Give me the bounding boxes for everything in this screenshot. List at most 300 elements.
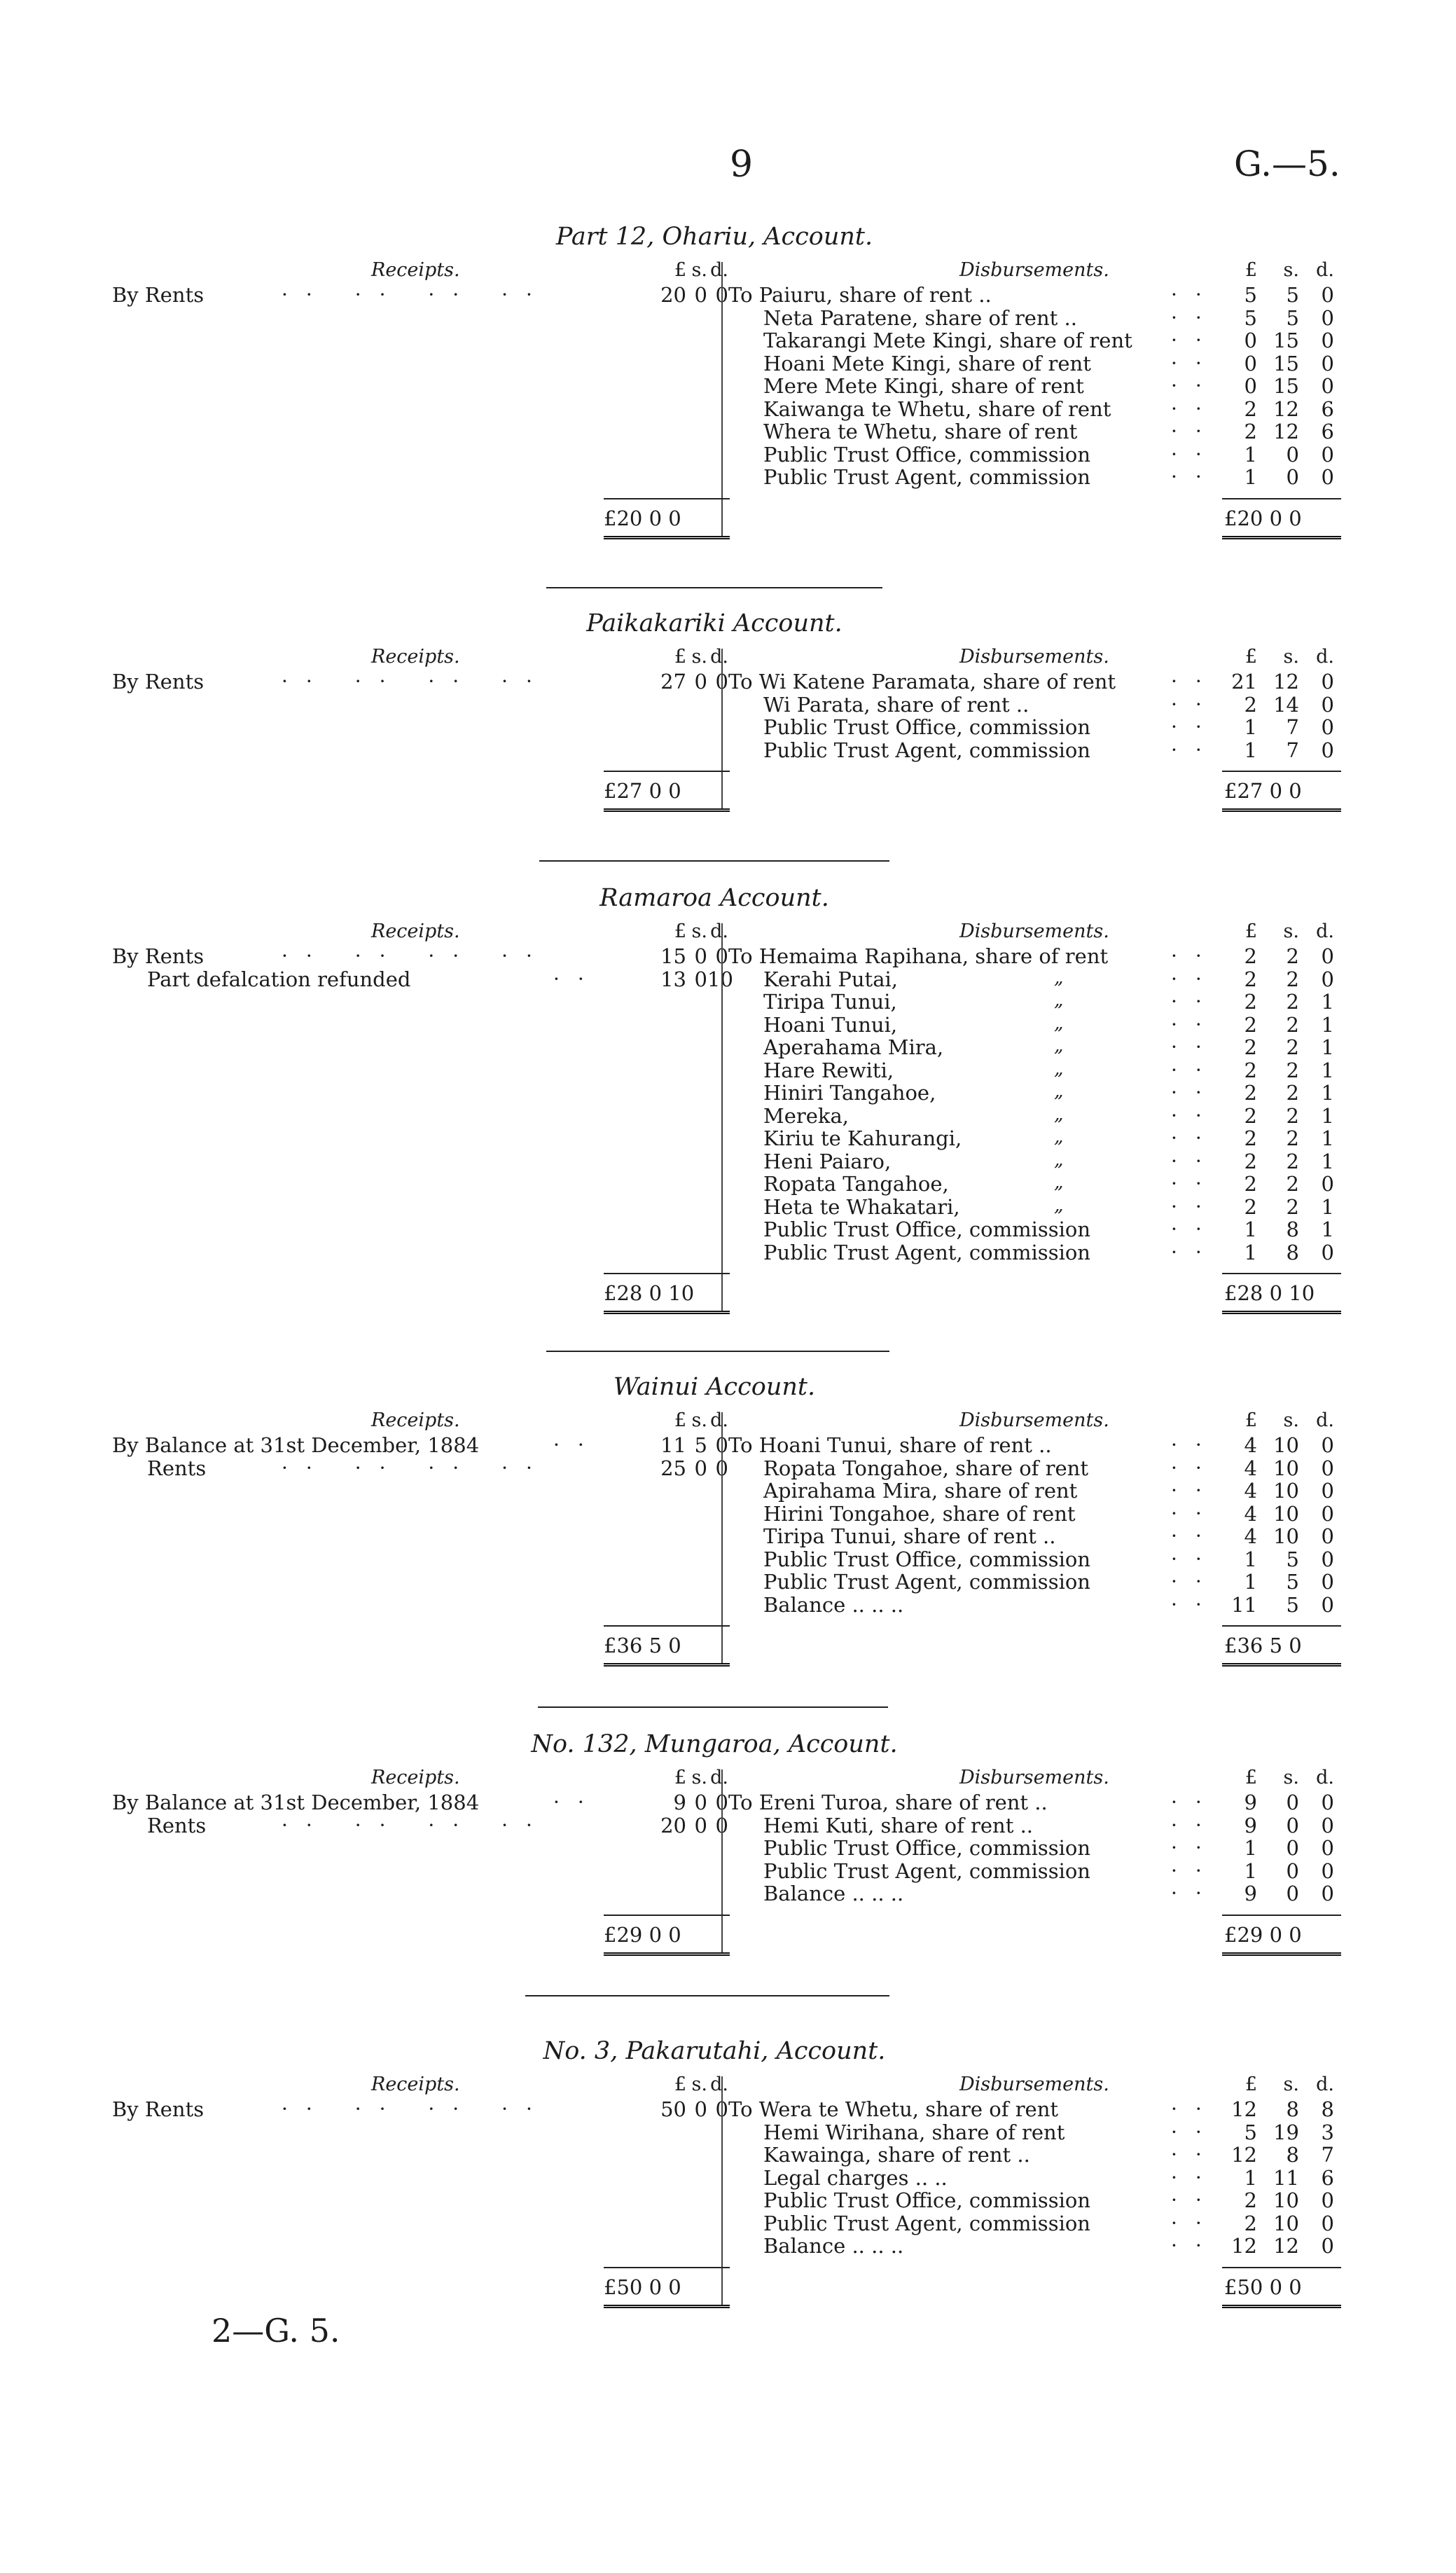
leader-dots: ·· bbox=[1171, 2165, 1220, 2189]
leader-dots: ·· bbox=[1171, 1524, 1220, 1547]
disbursements-heading: Disbursements. bbox=[959, 1409, 1109, 1431]
leader-dots: ·· bbox=[1171, 374, 1220, 397]
disbursement-amount-l: 21 bbox=[1231, 670, 1257, 694]
disbursement-amount-d: 0 bbox=[1321, 1858, 1334, 1883]
disbursement-amount-s: 0 bbox=[1286, 465, 1299, 489]
disbursement-label: Heni Paiaro, bbox=[763, 1149, 892, 1173]
receipt-amount-d: 0 bbox=[715, 670, 728, 694]
receipt-amount-d: 0 bbox=[715, 944, 728, 968]
disbursement-label: Kerahi Putai, bbox=[763, 967, 898, 991]
disbursement-amount-d: 0 bbox=[1321, 738, 1334, 762]
disbursement-amount-l: 2 bbox=[1244, 990, 1257, 1014]
disbursement-label: Heta te Whakatari, bbox=[763, 1194, 960, 1219]
disbursement-label: Neta Paratene, share of rent .. bbox=[763, 305, 1077, 330]
disbursement-amount-d: 0 bbox=[1321, 329, 1334, 352]
disbursement-label: Hemi Wirihana, share of rent bbox=[763, 2120, 1065, 2144]
disbursement-label: Ropata Tangahoe, bbox=[763, 1172, 949, 1196]
disbursement-amount-l: 1 bbox=[1244, 465, 1257, 489]
disbursement-label: Public Trust Office, commission bbox=[763, 715, 1091, 739]
column-separator bbox=[721, 1770, 723, 1954]
receipts-total: £20 0 0 bbox=[604, 506, 681, 530]
receipt-label: By Balance at 31st December, 1884 bbox=[112, 1791, 480, 1814]
header-pound: £ bbox=[674, 1767, 686, 1788]
disbursement-label: Aperahama Mira, bbox=[763, 1035, 944, 1059]
leader-dots: ·· bbox=[1171, 1035, 1220, 1058]
disbursement-amount-l: 2 bbox=[1244, 967, 1257, 991]
receipt-amount-l: 27 bbox=[660, 670, 686, 694]
leader-dots: ·· bbox=[553, 967, 602, 991]
leader-dots: ·· bbox=[1171, 967, 1220, 991]
disbursement-amount-l: 12 bbox=[1231, 2234, 1257, 2258]
disbursement-amount-s: 15 bbox=[1273, 329, 1299, 352]
disbursement-label: Whera te Whetu, share of rent bbox=[763, 420, 1078, 443]
leader-dots: ·· bbox=[1171, 329, 1220, 352]
leader-dots: ·· bbox=[1171, 1194, 1220, 1218]
leader-dots: ·· ·· ·· ·· bbox=[282, 1456, 550, 1479]
header-shilling: s. bbox=[691, 646, 707, 668]
disbursement-amount-l: 2 bbox=[1244, 2188, 1257, 2212]
header-pound: £ bbox=[674, 920, 686, 942]
total-double-rule bbox=[604, 1311, 730, 1316]
disbursement-label: Balance .. .. .. bbox=[763, 1882, 904, 1905]
header-pound: £ bbox=[674, 2074, 686, 2095]
disbursement-amount-d: 1 bbox=[1321, 1081, 1334, 1105]
disbursement-amount-d: 0 bbox=[1321, 1172, 1334, 1196]
disbursements-total: £20 0 0 bbox=[1224, 506, 1302, 530]
disbursement-amount-l: 1 bbox=[1244, 1570, 1257, 1594]
receipt-amount-l: 20 bbox=[660, 1813, 686, 1837]
receipt-amount-d: 0 bbox=[715, 1456, 728, 1480]
disbursement-amount-s: 5 bbox=[1286, 1570, 1299, 1594]
page-code: G.—5. bbox=[1234, 144, 1340, 184]
disbursement-label: Public Trust Office, commission bbox=[763, 2188, 1091, 2212]
disbursement-amount-l: 5 bbox=[1244, 283, 1257, 307]
leader-dots: ·· bbox=[1171, 396, 1220, 420]
disbursement-amount-s: 2 bbox=[1286, 1012, 1299, 1037]
subtotal-rule bbox=[1222, 2267, 1341, 2268]
disbursement-amount-d: 0 bbox=[1321, 1547, 1334, 1571]
receipt-amount-d: 0 bbox=[715, 2097, 728, 2121]
disbursement-amount-l: 1 bbox=[1244, 1217, 1257, 1241]
receipt-amount-s: 5 bbox=[694, 1433, 707, 1457]
subtotal-rule bbox=[604, 2267, 730, 2268]
disbursement-label: To Paiuru, share of rent .. bbox=[728, 283, 992, 307]
disbursement-amount-d: 0 bbox=[1321, 2234, 1334, 2258]
disbursement-label: Hare Rewiti, bbox=[763, 1058, 894, 1082]
disbursement-amount-s: 0 bbox=[1286, 1791, 1299, 1814]
leader-dots: ·· bbox=[1171, 1172, 1220, 1195]
leader-dots: ·· bbox=[1171, 1813, 1220, 1837]
disbursement-amount-d: 0 bbox=[1321, 442, 1334, 467]
disbursement-amount-l: 5 bbox=[1244, 2120, 1257, 2144]
disbursement-amount-d: 1 bbox=[1321, 990, 1334, 1014]
receipt-amount-l: 9 bbox=[673, 1791, 686, 1814]
total-double-rule bbox=[604, 536, 730, 541]
disbursement-label: Public Trust Agent, commission bbox=[763, 1858, 1090, 1883]
disbursements-total: £50 0 0 bbox=[1224, 2275, 1302, 2299]
disbursement-amount-s: 2 bbox=[1286, 1194, 1299, 1219]
disbursement-amount-d: 1 bbox=[1321, 1103, 1334, 1128]
leader-dots: ·· bbox=[1171, 1103, 1220, 1127]
disbursement-label: To Wi Katene Paramata, share of rent bbox=[728, 670, 1116, 694]
disbursement-amount-l: 2 bbox=[1244, 1149, 1257, 1173]
subtotal-rule bbox=[604, 1915, 730, 1916]
header-pound: £ bbox=[674, 259, 686, 281]
leader-dots: ·· bbox=[1171, 1592, 1220, 1616]
disbursement-label: Public Trust Office, commission bbox=[763, 1547, 1091, 1571]
leader-dots: ·· bbox=[1171, 738, 1220, 761]
receipts-heading: Receipts. bbox=[371, 646, 460, 668]
section-divider bbox=[539, 860, 889, 862]
column-separator bbox=[721, 649, 723, 810]
header-pound: £ bbox=[674, 1409, 686, 1431]
header-pound: £ bbox=[1244, 1767, 1257, 1788]
disbursement-label: Hemi Kuti, share of rent .. bbox=[763, 1813, 1034, 1837]
header-pound: £ bbox=[1244, 2074, 1257, 2095]
disbursement-label: Wi Parata, share of rent .. bbox=[763, 692, 1029, 717]
disbursement-amount-d: 8 bbox=[1321, 2097, 1334, 2121]
account-title: No. 3, Pakarutahi, Account. bbox=[543, 2037, 886, 2065]
header-shilling: s. bbox=[1283, 2074, 1299, 2095]
disbursement-amount-l: 1 bbox=[1244, 1836, 1257, 1860]
disbursement-amount-l: 0 bbox=[1244, 374, 1257, 398]
header-pence: d. bbox=[710, 646, 728, 668]
disbursement-amount-l: 11 bbox=[1231, 1592, 1257, 1617]
disbursements-total: £36 5 0 bbox=[1224, 1634, 1302, 1657]
header-pound: £ bbox=[674, 646, 686, 668]
header-pound: £ bbox=[1244, 259, 1257, 281]
receipts-heading: Receipts. bbox=[371, 259, 460, 281]
disbursement-amount-s: 2 bbox=[1286, 1172, 1299, 1196]
disbursement-amount-d: 0 bbox=[1321, 692, 1334, 717]
leader-dots: ·· bbox=[1171, 1456, 1220, 1479]
disbursement-amount-s: 2 bbox=[1286, 990, 1299, 1014]
header-shilling: s. bbox=[1283, 1409, 1299, 1431]
disbursement-amount-s: 5 bbox=[1286, 1547, 1299, 1571]
disbursement-amount-l: 2 bbox=[1244, 2211, 1257, 2235]
receipt-amount-l: 25 bbox=[660, 1456, 686, 1480]
receipt-label: Part defalcation refunded bbox=[147, 967, 411, 991]
subtotal-rule bbox=[1222, 1273, 1341, 1274]
receipts-heading: Receipts. bbox=[371, 1409, 460, 1431]
receipt-amount-s: 0 bbox=[694, 283, 707, 307]
account-title: Ramaroa Account. bbox=[599, 884, 829, 912]
leader-dots: ·· bbox=[1171, 1479, 1220, 1502]
disbursement-amount-l: 2 bbox=[1244, 420, 1257, 443]
leader-dots: ·· bbox=[1171, 670, 1220, 693]
disbursement-amount-d: 0 bbox=[1321, 1882, 1334, 1905]
disbursement-amount-d: 0 bbox=[1321, 374, 1334, 398]
disbursement-label: Public Trust Agent, commission bbox=[763, 1240, 1090, 1264]
disbursement-amount-d: 3 bbox=[1321, 2120, 1334, 2144]
disbursement-amount-s: 7 bbox=[1286, 738, 1299, 762]
subtotal-rule bbox=[604, 1625, 730, 1627]
subtotal-rule bbox=[604, 771, 730, 772]
disbursement-amount-d: 1 bbox=[1321, 1012, 1334, 1037]
disbursement-amount-l: 9 bbox=[1244, 1791, 1257, 1814]
disbursement-label: Public Trust Agent, commission bbox=[763, 2211, 1090, 2235]
disbursement-amount-l: 1 bbox=[1244, 1547, 1257, 1571]
disbursement-amount-l: 2 bbox=[1244, 1172, 1257, 1196]
disbursement-amount-s: 10 bbox=[1273, 1524, 1299, 1548]
disbursement-amount-s: 10 bbox=[1273, 2211, 1299, 2235]
subtotal-rule bbox=[1222, 498, 1341, 499]
account-title: Wainui Account. bbox=[613, 1373, 816, 1401]
leader-dots: ·· ·· ·· ·· bbox=[282, 2097, 550, 2120]
disbursement-amount-s: 11 bbox=[1273, 2165, 1299, 2190]
total-double-rule bbox=[1222, 2305, 1341, 2310]
header-shilling: s. bbox=[691, 1767, 707, 1788]
disbursement-label: Public Trust Agent, commission bbox=[763, 465, 1090, 489]
receipt-amount-s: 0 bbox=[694, 967, 707, 991]
disbursement-amount-d: 0 bbox=[1321, 1592, 1334, 1617]
disbursement-amount-s: 10 bbox=[1273, 2188, 1299, 2212]
ditto-mark: „ bbox=[1054, 990, 1064, 1011]
disbursements-heading: Disbursements. bbox=[959, 646, 1109, 668]
receipt-label: By Balance at 31st December, 1884 bbox=[112, 1433, 480, 1457]
subtotal-rule bbox=[1222, 771, 1341, 772]
disbursement-amount-s: 15 bbox=[1273, 374, 1299, 398]
disbursement-amount-d: 0 bbox=[1321, 1433, 1334, 1457]
subtotal-rule bbox=[1222, 1625, 1341, 1627]
ditto-mark: „ bbox=[1054, 1012, 1064, 1034]
header-shilling: s. bbox=[1283, 1767, 1299, 1788]
header-pence: d. bbox=[710, 1409, 728, 1431]
disbursement-amount-l: 1 bbox=[1244, 2165, 1257, 2190]
receipt-amount-l: 15 bbox=[660, 944, 686, 968]
disbursement-amount-l: 5 bbox=[1244, 305, 1257, 330]
header-pence: d. bbox=[1316, 1409, 1334, 1431]
header-pence: d. bbox=[710, 259, 728, 281]
leader-dots: ·· bbox=[1171, 990, 1220, 1013]
disbursement-label: Kaiwanga te Whetu, share of rent bbox=[763, 396, 1111, 421]
disbursement-amount-s: 0 bbox=[1286, 1836, 1299, 1860]
leader-dots: ·· bbox=[1171, 442, 1220, 466]
disbursement-amount-s: 2 bbox=[1286, 1081, 1299, 1105]
receipts-total: £50 0 0 bbox=[604, 2275, 681, 2299]
disbursement-amount-d: 1 bbox=[1321, 1035, 1334, 1059]
disbursement-amount-l: 4 bbox=[1244, 1501, 1257, 1526]
disbursement-amount-s: 8 bbox=[1286, 1217, 1299, 1241]
disbursement-amount-l: 2 bbox=[1244, 944, 1257, 968]
disbursement-amount-l: 1 bbox=[1244, 1858, 1257, 1883]
subtotal-rule bbox=[1222, 1915, 1341, 1916]
header-shilling: s. bbox=[691, 259, 707, 281]
account-title: Paikakariki Account. bbox=[586, 609, 843, 637]
leader-dots: ·· bbox=[1171, 1081, 1220, 1104]
footer-code: 2—G. 5. bbox=[212, 2312, 340, 2350]
disbursement-amount-l: 4 bbox=[1244, 1456, 1257, 1480]
receipt-amount-s: 0 bbox=[694, 2097, 707, 2121]
disbursement-amount-s: 12 bbox=[1273, 670, 1299, 694]
disbursement-amount-l: 12 bbox=[1231, 2143, 1257, 2167]
disbursement-amount-l: 2 bbox=[1244, 1035, 1257, 1059]
receipt-amount-s: 0 bbox=[694, 944, 707, 968]
disbursement-amount-d: 0 bbox=[1321, 1240, 1334, 1264]
section-divider bbox=[525, 1995, 889, 1996]
leader-dots: ·· bbox=[1171, 1012, 1220, 1036]
disbursement-label: Apirahama Mira, share of rent bbox=[763, 1479, 1078, 1503]
receipt-label: Rents bbox=[147, 1813, 207, 1837]
disbursement-amount-d: 6 bbox=[1321, 420, 1334, 443]
leader-dots: ·· bbox=[1171, 2097, 1220, 2120]
disbursement-amount-d: 0 bbox=[1321, 283, 1334, 307]
disbursement-amount-l: 2 bbox=[1244, 1058, 1257, 1082]
section-divider bbox=[538, 1706, 888, 1708]
leader-dots: ·· bbox=[1171, 1547, 1220, 1571]
disbursement-amount-l: 12 bbox=[1231, 2097, 1257, 2121]
disbursement-amount-s: 12 bbox=[1273, 420, 1299, 443]
disbursement-label: Tiripa Tunui, share of rent .. bbox=[763, 1524, 1056, 1548]
disbursement-label: To Hoani Tunui, share of rent .. bbox=[728, 1433, 1052, 1457]
ditto-mark: „ bbox=[1054, 1126, 1064, 1147]
disbursement-amount-l: 1 bbox=[1244, 715, 1257, 739]
disbursement-amount-s: 2 bbox=[1286, 1126, 1299, 1150]
receipt-amount-d: 10 bbox=[707, 967, 733, 991]
disbursement-amount-d: 1 bbox=[1321, 1126, 1334, 1150]
leader-dots: ·· ·· ·· ·· bbox=[282, 944, 550, 967]
disbursement-amount-s: 14 bbox=[1273, 692, 1299, 717]
disbursement-amount-s: 8 bbox=[1286, 2097, 1299, 2121]
disbursement-amount-d: 6 bbox=[1321, 2165, 1334, 2190]
column-separator bbox=[721, 1412, 723, 1664]
disbursement-amount-s: 8 bbox=[1286, 2143, 1299, 2167]
header-pence: d. bbox=[710, 2074, 728, 2095]
disbursement-amount-d: 0 bbox=[1321, 1501, 1334, 1526]
receipts-total: £36 5 0 bbox=[604, 1634, 681, 1657]
disbursement-amount-l: 2 bbox=[1244, 396, 1257, 421]
header-pound: £ bbox=[1244, 1409, 1257, 1431]
disbursement-amount-d: 0 bbox=[1321, 1524, 1334, 1548]
disbursement-label: Public Trust Agent, commission bbox=[763, 1570, 1090, 1594]
leader-dots: ·· bbox=[1171, 1058, 1220, 1082]
ditto-mark: „ bbox=[1054, 1058, 1064, 1079]
disbursement-amount-l: 0 bbox=[1244, 351, 1257, 375]
disbursement-label: To Wera te Whetu, share of rent bbox=[728, 2097, 1059, 2121]
leader-dots: ·· bbox=[1171, 2234, 1220, 2257]
disbursement-amount-s: 0 bbox=[1286, 1858, 1299, 1883]
ditto-mark: „ bbox=[1054, 1149, 1064, 1171]
leader-dots: ·· bbox=[1171, 1149, 1220, 1173]
receipt-amount-l: 20 bbox=[660, 283, 686, 307]
disbursement-amount-s: 5 bbox=[1286, 1592, 1299, 1617]
header-pound: £ bbox=[1244, 646, 1257, 668]
total-double-rule bbox=[604, 1663, 730, 1669]
column-separator bbox=[721, 923, 723, 1312]
leader-dots: ·· bbox=[1171, 1836, 1220, 1859]
disbursement-label: Tiripa Tunui, bbox=[763, 990, 897, 1014]
disbursement-label: Mere Mete Kingi, share of rent bbox=[763, 374, 1084, 398]
receipt-amount-s: 0 bbox=[694, 1813, 707, 1837]
disbursement-amount-s: 2 bbox=[1286, 1103, 1299, 1128]
leader-dots: ·· bbox=[1171, 1126, 1220, 1150]
disbursement-amount-s: 2 bbox=[1286, 1149, 1299, 1173]
disbursement-amount-s: 2 bbox=[1286, 1058, 1299, 1082]
leader-dots: ·· ·· ·· ·· bbox=[282, 1813, 550, 1837]
disbursement-amount-d: 1 bbox=[1321, 1194, 1334, 1219]
disbursements-heading: Disbursements. bbox=[959, 259, 1109, 281]
leader-dots: ·· bbox=[1171, 944, 1220, 967]
disbursement-amount-s: 2 bbox=[1286, 967, 1299, 991]
column-separator bbox=[721, 262, 723, 537]
ditto-mark: „ bbox=[1054, 1103, 1064, 1125]
section-divider bbox=[546, 587, 882, 588]
leader-dots: ·· bbox=[1171, 1433, 1220, 1456]
disbursement-amount-s: 12 bbox=[1273, 396, 1299, 421]
disbursement-amount-l: 1 bbox=[1244, 738, 1257, 762]
ditto-mark: „ bbox=[1054, 1194, 1064, 1216]
ditto-mark: „ bbox=[1054, 1035, 1064, 1056]
receipt-amount-s: 0 bbox=[694, 1791, 707, 1814]
header-shilling: s. bbox=[691, 920, 707, 942]
receipt-label: By Rents bbox=[112, 670, 204, 694]
disbursement-amount-l: 4 bbox=[1244, 1524, 1257, 1548]
disbursement-amount-s: 2 bbox=[1286, 1035, 1299, 1059]
disbursement-label: Hoani Tunui, bbox=[763, 1012, 898, 1037]
disbursement-label: Hiniri Tangahoe, bbox=[763, 1081, 936, 1105]
disbursement-amount-d: 1 bbox=[1321, 1149, 1334, 1173]
leader-dots: ·· bbox=[1171, 2143, 1220, 2166]
disbursement-label: Balance .. .. .. bbox=[763, 2234, 904, 2258]
receipt-amount-l: 13 bbox=[660, 967, 686, 991]
disbursement-amount-d: 0 bbox=[1321, 944, 1334, 968]
disbursement-amount-s: 5 bbox=[1286, 283, 1299, 307]
disbursement-amount-d: 1 bbox=[1321, 1217, 1334, 1241]
receipts-total: £28 0 10 bbox=[604, 1281, 695, 1305]
disbursement-amount-s: 10 bbox=[1273, 1479, 1299, 1503]
disbursement-amount-d: 0 bbox=[1321, 305, 1334, 330]
disbursement-amount-s: 12 bbox=[1273, 2234, 1299, 2258]
disbursement-amount-d: 0 bbox=[1321, 2188, 1334, 2212]
disbursement-amount-l: 2 bbox=[1244, 1012, 1257, 1037]
disbursement-amount-s: 0 bbox=[1286, 442, 1299, 467]
total-double-rule bbox=[1222, 1311, 1341, 1316]
header-shilling: s. bbox=[691, 1409, 707, 1431]
section-divider bbox=[546, 1351, 889, 1352]
disbursement-amount-l: 2 bbox=[1244, 692, 1257, 717]
receipt-label: By Rents bbox=[112, 944, 204, 968]
disbursements-total: £29 0 0 bbox=[1224, 1922, 1302, 1947]
account-title: No. 132, Mungaroa, Account. bbox=[531, 1730, 898, 1758]
disbursement-amount-s: 19 bbox=[1273, 2120, 1299, 2144]
total-double-rule bbox=[604, 808, 730, 814]
total-double-rule bbox=[1222, 536, 1341, 541]
disbursement-label: Hirini Tongahoe, share of rent bbox=[763, 1501, 1076, 1526]
ditto-mark: „ bbox=[1054, 967, 1064, 988]
disbursement-label: To Hemaima Rapihana, share of rent bbox=[728, 944, 1109, 968]
disbursement-amount-d: 0 bbox=[1321, 351, 1334, 375]
receipt-label: Rents bbox=[147, 1456, 207, 1480]
disbursement-label: Public Trust Office, commission bbox=[763, 1836, 1091, 1860]
leader-dots: ·· bbox=[1171, 715, 1220, 738]
disbursement-amount-d: 0 bbox=[1321, 670, 1334, 694]
disbursement-amount-s: 15 bbox=[1273, 351, 1299, 375]
header-pence: d. bbox=[1316, 646, 1334, 668]
disbursement-amount-l: 2 bbox=[1244, 1194, 1257, 1219]
leader-dots: ·· ·· ·· ·· bbox=[282, 283, 550, 306]
disbursements-heading: Disbursements. bbox=[959, 920, 1109, 942]
disbursements-heading: Disbursements. bbox=[959, 1767, 1109, 1788]
disbursement-amount-d: 0 bbox=[1321, 1570, 1334, 1594]
disbursement-label: Public Trust Office, commission bbox=[763, 1217, 1091, 1241]
leader-dots: ·· bbox=[1171, 465, 1220, 488]
disbursement-amount-l: 9 bbox=[1244, 1882, 1257, 1905]
disbursement-amount-d: 0 bbox=[1321, 1791, 1334, 1814]
disbursement-amount-l: 2 bbox=[1244, 1103, 1257, 1128]
disbursement-label: Public Trust Agent, commission bbox=[763, 738, 1090, 762]
total-double-rule bbox=[604, 2305, 730, 2310]
leader-dots: ·· bbox=[1171, 1858, 1220, 1882]
